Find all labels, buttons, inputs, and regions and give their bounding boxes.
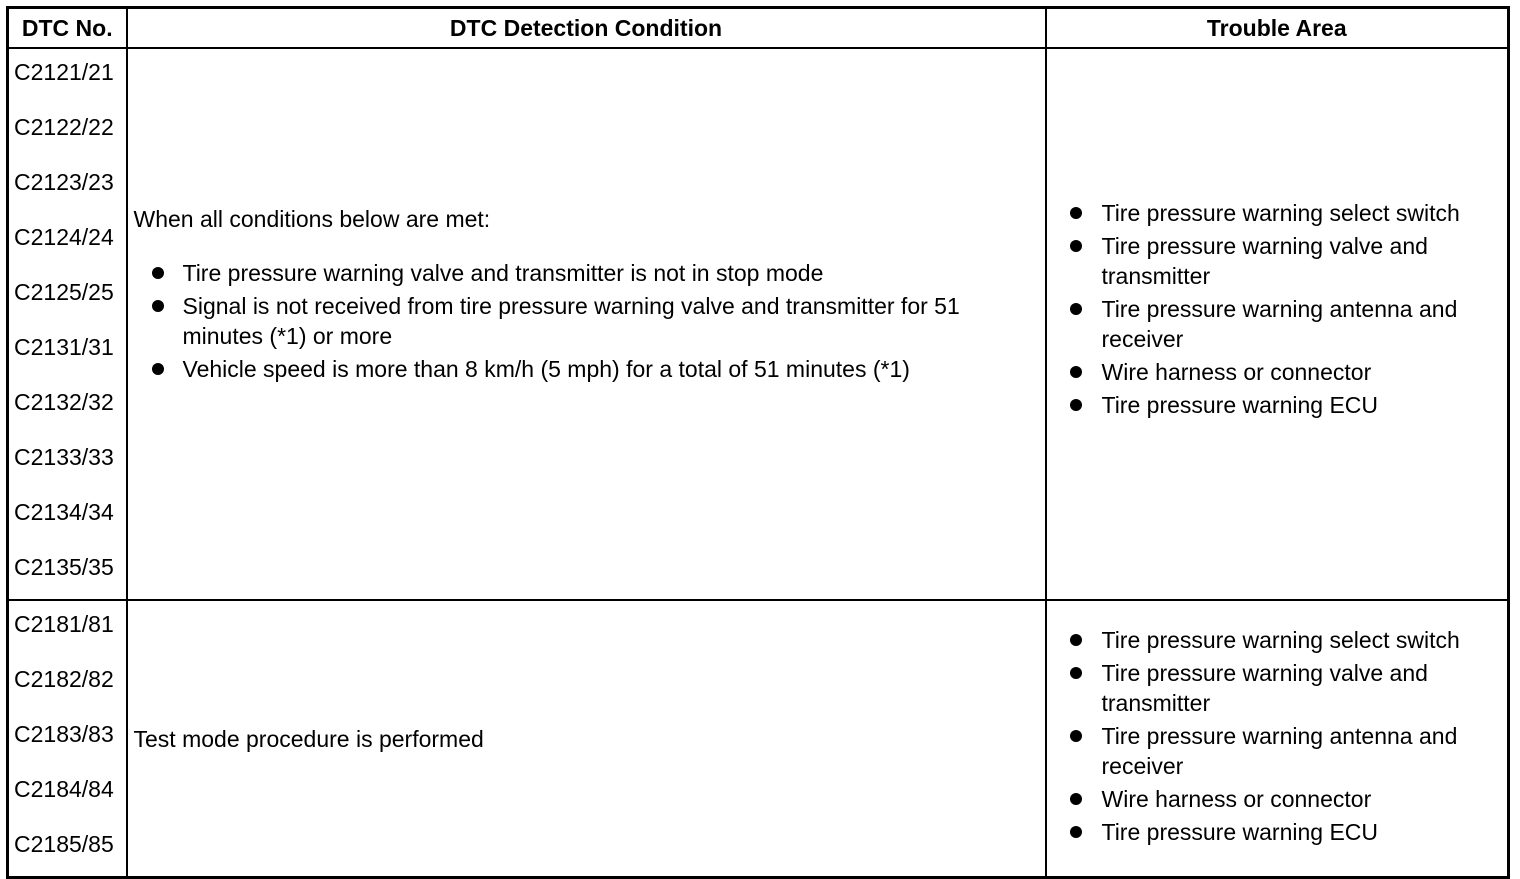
trouble-area-item xyxy=(1047,784,1508,814)
table-row xyxy=(8,48,1509,600)
trouble-area-text: Tire pressure warning ECU xyxy=(1101,391,1379,418)
condition-list xyxy=(134,258,1045,384)
dtc-code: C2184/84 xyxy=(14,776,114,802)
condition-intro: Test mode procedure is performed xyxy=(133,725,484,752)
trouble-area-item xyxy=(1047,390,1508,420)
bullet-icon xyxy=(152,267,164,279)
condition-text: Vehicle speed is more than 8 km/h (5 mph) for a total of 51 minutes (*1) xyxy=(182,355,910,382)
detection-condition-cell xyxy=(127,600,1046,878)
trouble-area-item xyxy=(1047,817,1508,847)
bullet-icon xyxy=(1070,366,1082,378)
condition-item xyxy=(134,354,1045,384)
dtc-code: C2133/33 xyxy=(14,444,114,470)
trouble-area-item xyxy=(1047,294,1508,354)
trouble-area-text: Tire pressure warning ECU xyxy=(1101,819,1379,845)
dtc-code: C2183/83 xyxy=(14,721,114,747)
trouble-area-list xyxy=(1047,625,1508,847)
trouble-area-list xyxy=(1047,198,1508,420)
dtc-code: C2122/22 xyxy=(14,114,114,140)
dtc-code: C2132/32 xyxy=(14,389,114,415)
trouble-area-item xyxy=(1047,357,1508,387)
dtc-code: C2181/81 xyxy=(14,611,114,637)
trouble-area-item xyxy=(1047,231,1508,291)
condition-text: Signal is not received from tire pressure warning valve and transmitter for 51 minutes (*1) or more xyxy=(182,292,960,349)
header-dtc-no: DTC No. xyxy=(8,8,127,49)
trouble-area-cell xyxy=(1046,48,1509,600)
condition-item xyxy=(134,291,1045,351)
trouble-area-text: Tire pressure warning valve and transmitter xyxy=(1101,232,1428,289)
dtc-code-cell xyxy=(8,600,127,878)
trouble-area-text: Wire harness or connector xyxy=(1101,358,1372,385)
bullet-icon xyxy=(1070,730,1082,742)
dtc-code: C2125/25 xyxy=(14,279,114,305)
bullet-icon xyxy=(1070,303,1082,315)
trouble-area-cell xyxy=(1046,600,1509,878)
table-row xyxy=(8,600,1509,878)
bullet-icon xyxy=(1070,399,1082,411)
dtc-code: C2185/85 xyxy=(14,831,114,857)
dtc-code-cell xyxy=(8,48,127,600)
dtc-code: C2134/34 xyxy=(14,499,114,525)
dtc-code: C2131/31 xyxy=(14,334,114,360)
condition-item xyxy=(134,258,1045,288)
detection-condition-cell xyxy=(127,48,1046,600)
condition-intro: When all conditions below are met: xyxy=(133,205,491,232)
bullet-icon xyxy=(1070,240,1082,252)
table-header-row xyxy=(8,8,1509,49)
dtc-table xyxy=(6,6,1510,879)
dtc-code: C2124/24 xyxy=(14,224,114,250)
trouble-area-text: Tire pressure warning antenna and receiver xyxy=(1101,723,1458,779)
bullet-icon xyxy=(1070,667,1082,679)
dtc-code: C2121/21 xyxy=(14,59,114,85)
dtc-code: C2182/82 xyxy=(14,666,114,692)
trouble-area-text: Tire pressure warning select switch xyxy=(1101,199,1460,226)
dtc-code: C2123/23 xyxy=(14,169,114,195)
trouble-area-item xyxy=(1047,658,1508,718)
trouble-area-text: Wire harness or connector xyxy=(1101,786,1372,812)
bullet-icon xyxy=(152,300,164,312)
header-trouble-area: Trouble Area xyxy=(1046,8,1509,49)
bullet-icon xyxy=(152,363,164,375)
bullet-icon xyxy=(1070,634,1082,646)
trouble-area-text: Tire pressure warning antenna and receiver xyxy=(1101,295,1458,352)
bullet-icon xyxy=(1070,826,1082,838)
bullet-icon xyxy=(1070,793,1082,805)
condition-text: Tire pressure warning valve and transmitter is not in stop mode xyxy=(182,259,824,286)
trouble-area-item xyxy=(1047,721,1508,781)
trouble-area-text: Tire pressure warning valve and transmitter xyxy=(1101,660,1428,716)
trouble-area-item xyxy=(1047,625,1508,655)
trouble-area-text: Tire pressure warning select switch xyxy=(1101,627,1460,653)
dtc-code: C2135/35 xyxy=(14,554,114,580)
header-detection-condition: DTC Detection Condition xyxy=(127,8,1046,49)
bullet-icon xyxy=(1070,207,1082,219)
trouble-area-item xyxy=(1047,198,1508,228)
